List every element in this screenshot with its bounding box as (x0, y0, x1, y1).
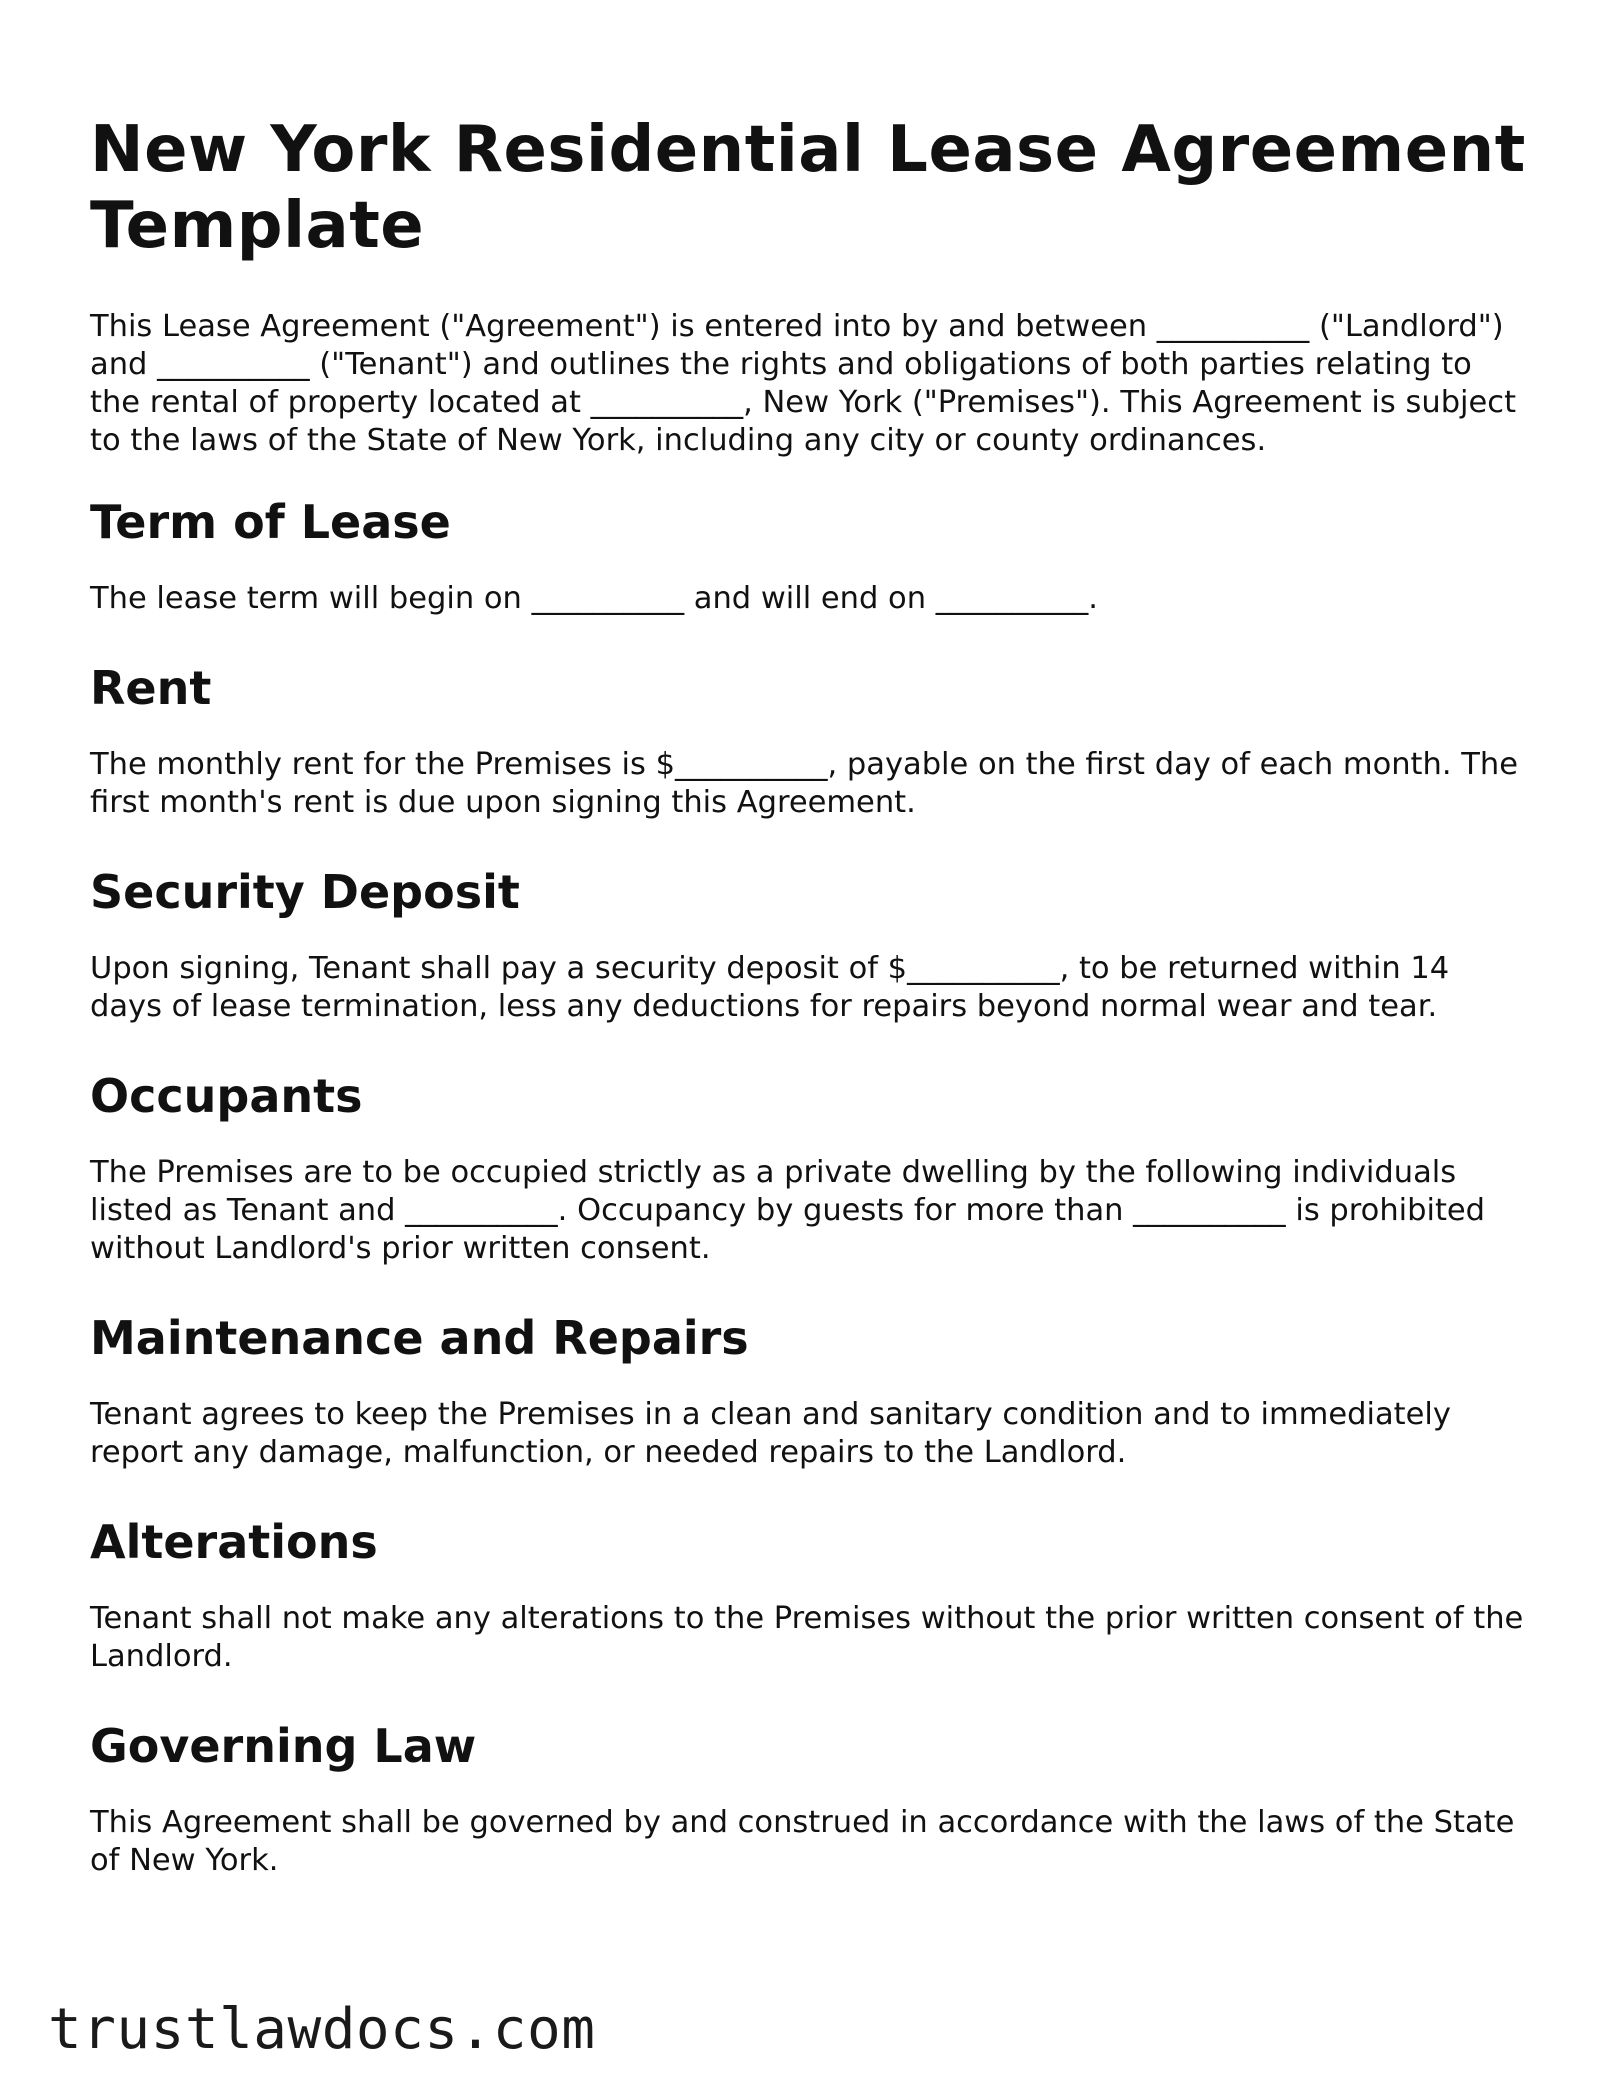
section-governing-law (90, 1718, 1530, 1880)
document-title: New York Residential Lease Agreement Template (90, 113, 1526, 263)
section-text: The lease term will begin on __________ and will end on __________. (90, 581, 1098, 616)
section-heading: Maintenance and Repairs (90, 1311, 749, 1365)
section-rent (90, 660, 1530, 822)
section-heading: Security Deposit (90, 865, 520, 919)
section-heading: Occupants (90, 1069, 363, 1123)
section-maintenance-and-repairs (90, 1310, 1530, 1472)
site-watermark: trustlawdocs.com (48, 1997, 596, 2062)
section-alterations (90, 1514, 1530, 1676)
section-text: The monthly rent for the Premises is $__________, payable on the first day of each month. The first month's rent is due upon signing this Agreement. (90, 747, 1518, 820)
section-heading: Term of Lease (90, 495, 451, 549)
section-text: The Premises are to be occupied strictly as a private dwelling by the following individuals listed as Tenant and __________. Occupancy by guests for more than __________ is prohibited without Landlord's prior written consent. (90, 1155, 1486, 1266)
section-text: This Agreement shall be governed by and construed in accordance with the laws of the State of New York. (90, 1805, 1515, 1878)
section-text: Tenant shall not make any alterations to the Premises without the prior written consent of the Landlord. (90, 1601, 1524, 1674)
section-heading: Alterations (90, 1515, 378, 1569)
section-security-deposit (90, 864, 1530, 1026)
section-heading: Rent (90, 661, 212, 715)
intro-paragraph: This Lease Agreement ("Agreement") is entered into by and between __________ ("Landlord") and __________ ("Tenant") and outlines the rights and obligations of both parties relating to the rental of property located at __________, New York ("Premises"). This Agreement is subject to the laws of the State of New York, including any city or county ordinances. (90, 309, 1517, 458)
section-heading: Governing Law (90, 1719, 477, 1773)
section-occupants (90, 1068, 1530, 1268)
document-page (90, 112, 1530, 1922)
section-text: Tenant agrees to keep the Premises in a clean and sanitary condition and to immediately report any damage, malfunction, or needed repairs to the Landlord. (90, 1397, 1451, 1470)
section-term-of-lease (90, 494, 1530, 618)
section-text: Upon signing, Tenant shall pay a security deposit of $__________, to be returned within 14 days of lease termination, less any deductions for repairs beyond normal wear and tear. (90, 951, 1450, 1024)
